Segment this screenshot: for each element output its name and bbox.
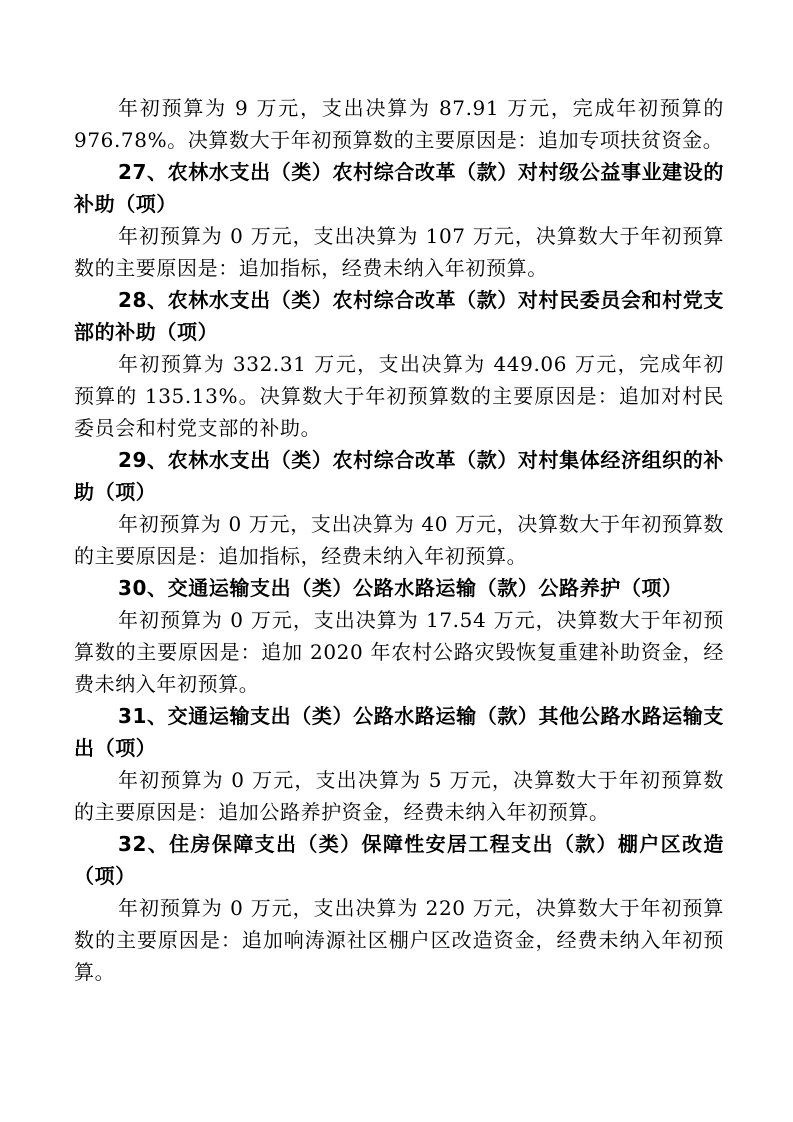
paragraph-item-27-detail: 年初预算为 0 万元，支出决算为 107 万元，决算数大于年初预算数的主要原因是：追加指标，经费未纳入年初预算。 bbox=[74, 224, 724, 280]
heading-item-32: 32、住房保障支出（类）保障性安居工程支出（款）棚户区改造（项） bbox=[74, 832, 724, 888]
paragraph-item-28-detail: 年初预算为 332.31 万元，支出决算为 449.06 万元，完成年初预算的 135.13%。决算数大于年初预算数的主要原因是：追加对村民委员会和村党支部的补助。 bbox=[74, 352, 724, 440]
paragraph-item-29-detail: 年初预算为 0 万元，支出决算为 40 万元，决算数大于年初预算数的主要原因是：追加指标，经费未纳入年初预算。 bbox=[74, 512, 724, 568]
paragraph-item-31-detail: 年初预算为 0 万元，支出决算为 5 万元，决算数大于年初预算数的主要原因是：追加公路养护资金，经费未纳入年初预算。 bbox=[74, 768, 724, 824]
heading-item-28: 28、农林水支出（类）农村综合改革（款）对村民委员会和村党支部的补助（项） bbox=[74, 288, 724, 344]
heading-item-27: 27、农林水支出（类）农村综合改革（款）对村级公益事业建设的补助（项） bbox=[74, 160, 724, 216]
paragraph-item-30-detail: 年初预算为 0 万元，支出决算为 17.54 万元，决算数大于年初预算数的主要原因是：追加 2020 年农村公路灾毁恢复重建补助资金，经费未纳入年初预算。 bbox=[74, 608, 724, 696]
paragraph-item-32-detail: 年初预算为 0 万元，支出决算为 220 万元，决算数大于年初预算数的主要原因是：追加响涛源社区棚户区改造资金，经费未纳入年初预算。 bbox=[74, 896, 724, 984]
document-page bbox=[74, 92, 724, 988]
heading-item-31: 31、交通运输支出（类）公路水路运输（款）其他公路水路运输支出（项） bbox=[74, 704, 724, 760]
heading-item-29: 29、农林水支出（类）农村综合改革（款）对村集体经济组织的补助（项） bbox=[74, 448, 724, 504]
heading-item-30: 30、交通运输支出（类）公路水路运输（款）公路养护（项） bbox=[118, 576, 683, 600]
paragraph-item-26-detail: 年初预算为 9 万元，支出决算为 87.91 万元，完成年初预算的 976.78%。决算数大于年初预算数的主要原因是：追加专项扶贫资金。 bbox=[74, 96, 724, 152]
